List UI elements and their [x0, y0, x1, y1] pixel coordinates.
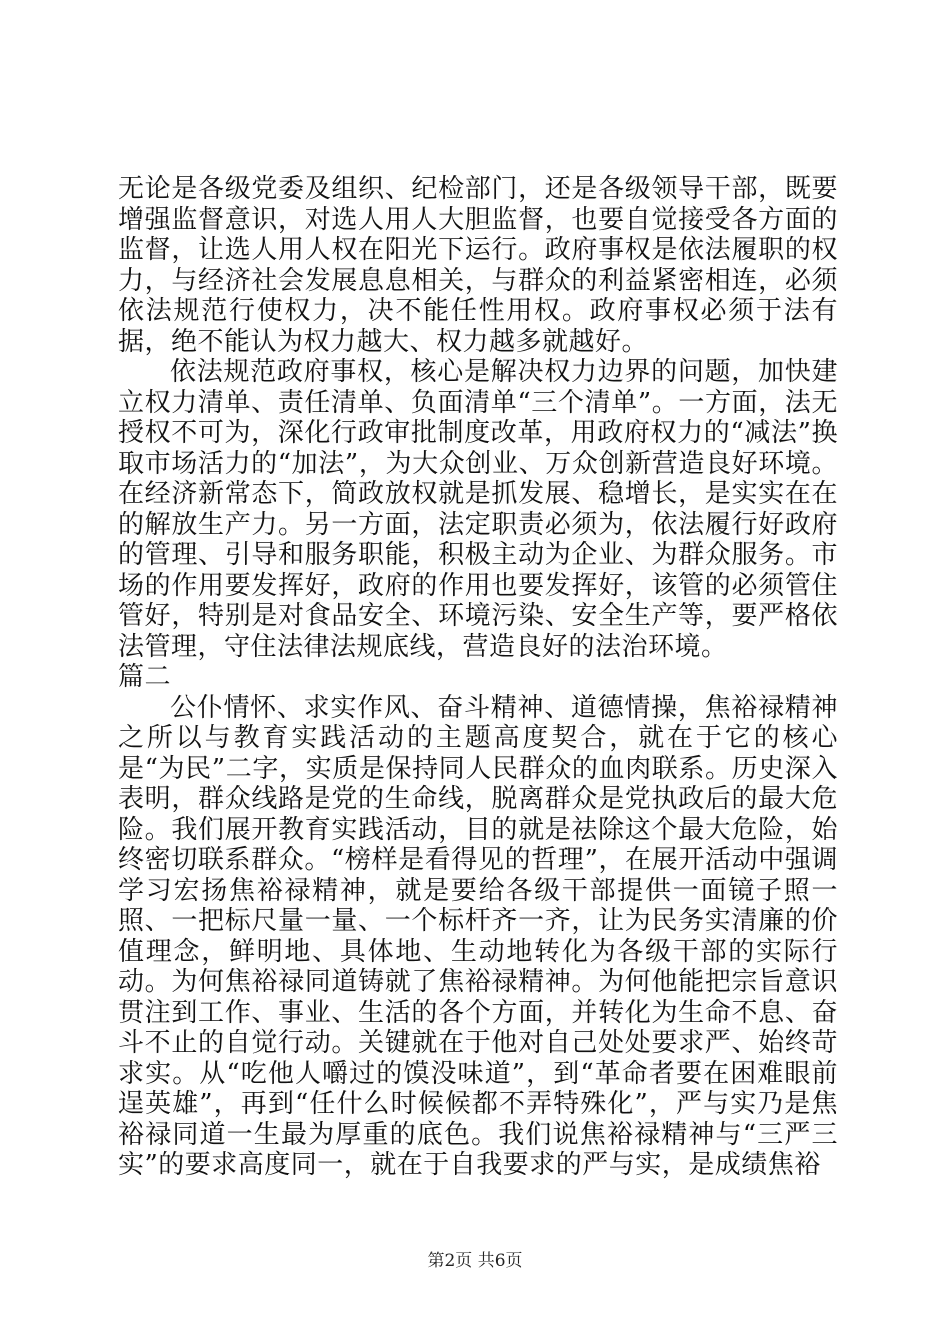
page-footer: 第2页 共6页: [427, 1251, 523, 1271]
paragraph-3: 公仆情怀、求实作风、奋斗精神、道德情操，焦裕禄精神之所以与教育实践活动的主题高度契合，就在于它的核心是“为民”二字，实质是保持同人民群众的血肉联系。历史深入表明，群众线路是党的生命线，脱离群众是党执政后的最大危险。我们展开教育实践活动，目的就是祛除这个最大危险，始终密切联系群众。“榜样是看得见的哲理”，在展开活动中强调学习宏扬焦裕禄精神，就是要给各级干部提供一面镜子照一照、一把标尺量一量、一个标杆齐一齐，让为民务实清廉的价值理念，鲜明地、具体地、生动地转化为各级干部的实际行动。为何焦裕禄同道铸就了焦裕禄精神。为何他能把宗旨意识贯注到工作、事业、生活的各个方面，并转化为生命不息、奋斗不止的自觉行动。关键就在于他对自己处处要求严、始终苛求实。从“吃他人嚼过的馍没味道”，到“革命者要在困难眼前逞英雄”，再到“任什么时候候都不弄特殊化”，严与实乃是焦裕禄同道一生最为厚重的底色。我们说焦裕禄精神与“三严三实”的要求高度同一，就在于自我要求的严与实，是成绩焦裕: [118, 692, 838, 1180]
paragraph-2: 依法规范政府事权，核心是解决权力边界的问题，加快建立权力清单、责任清单、负面清单“三个清单”。一方面，法无授权不可为，深化行政审批制度改革，用政府权力的“减法”换取市场活力的“加法”，为大众创业、万众创新营造良好环境。在经济新常态下，简政放权就是抓发展、稳增长，是实实在在的解放生产力。另一方面，法定职责必须为，依法履行好政府的管理、引导和服务职能，积极主动为企业、为群众服务。市场的作用要发挥好，政府的作用也要发挥好，该管的必须管住管好，特别是对食品安全、环境污染、安全生产等，要严格依法管理，守住法律法规底线，营造良好的法治环境。: [118, 357, 838, 662]
paragraph-1: 无论是各级党委及组织、纪检部门，还是各级领导干部，既要增强监督意识，对选人用人大胆监督，也要自觉接受各方面的监督，让选人用人权在阳光下运行。政府事权是依法履职的权力，与经济社会发展息息相关，与群众的利益紧密相连，必须依法规范行使权力，决不能任性用权。政府事权必须于法有据，绝不能认为权力越大、权力越多就越好。: [118, 174, 838, 357]
section-heading: 篇二: [118, 662, 172, 692]
body-text: [118, 174, 838, 1181]
